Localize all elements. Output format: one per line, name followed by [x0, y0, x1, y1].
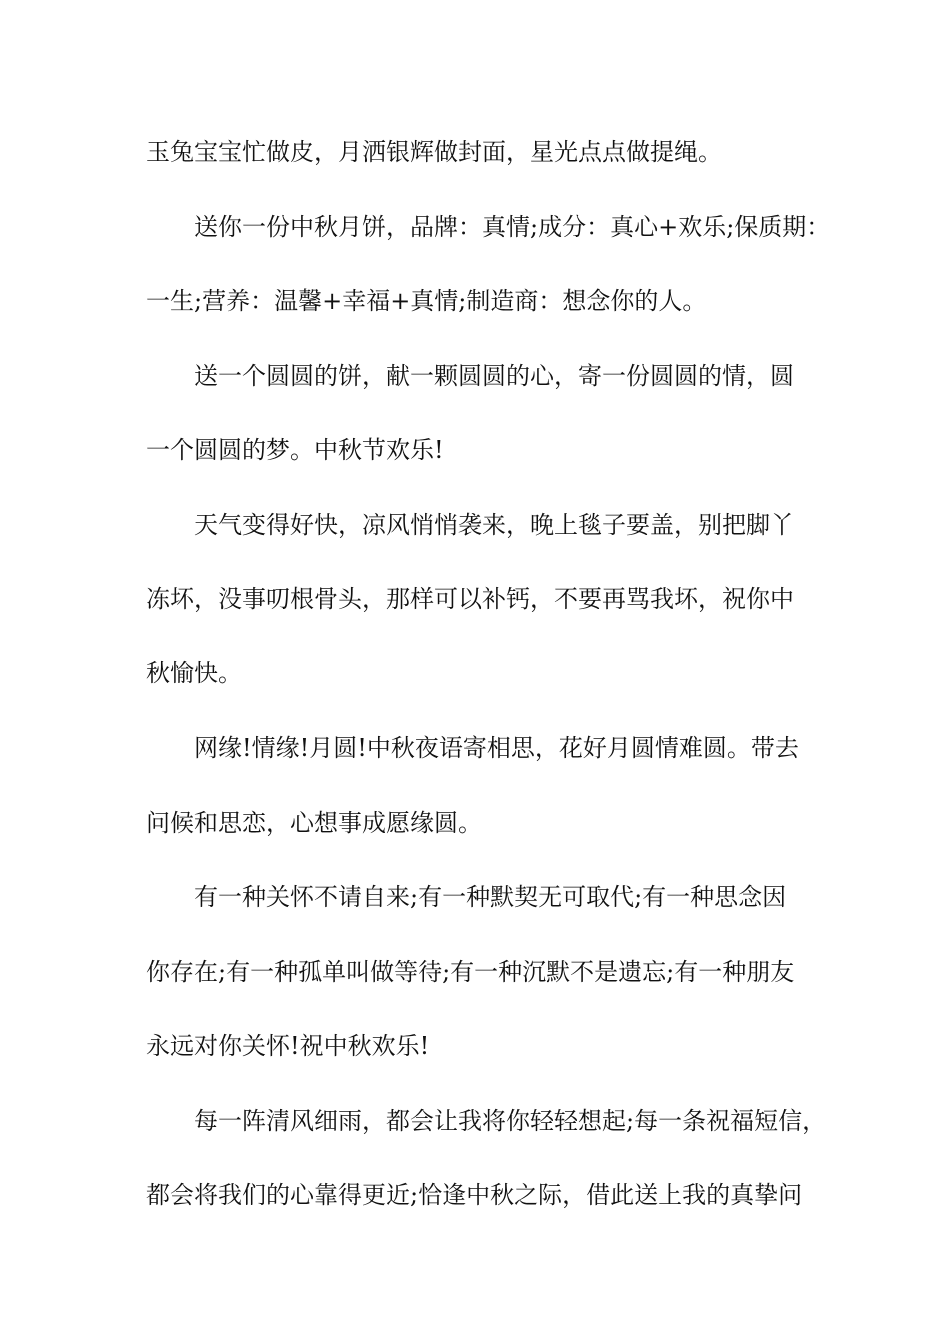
paragraph-first-line: 有一种关怀不请自来;有一种默契无可取代;有一种思念因 — [194, 883, 787, 911]
text-line: 一生;营养：温馨+幸福+真情;制造商：想念你的人。 — [146, 287, 707, 315]
paragraph-first-line: 送一个圆圆的饼，献一颗圆圆的心，寄一份圆圆的情，圆 — [194, 362, 794, 390]
text-line: 一个圆圆的梦。中秋节欢乐! — [146, 436, 444, 464]
paragraph-first-line: 网缘!情缘!月圆!中秋夜语寄相思，花好月圆情难圆。带去 — [194, 734, 799, 762]
text-line: 秋愉快。 — [146, 659, 242, 687]
paragraph-first-line: 每一阵清风细雨，都会让我将你轻轻想起;每一条祝福短信， — [194, 1107, 827, 1135]
text-line: 玉兔宝宝忙做皮，月洒银辉做封面，星光点点做提绳。 — [146, 138, 722, 166]
text-line: 冻坏，没事叨根骨头，那样可以补钙，不要再骂我坏，祝你中 — [146, 585, 794, 613]
text-line: 问候和思恋，心想事成愿缘圆。 — [146, 809, 482, 837]
text-line: 永远对你关怀!祝中秋欢乐! — [146, 1032, 430, 1060]
text-line: 你存在;有一种孤单叫做等待;有一种沉默不是遗忘;有一种朋友 — [146, 958, 795, 986]
paragraph-first-line: 天气变得好快，凉风悄悄袭来，晚上毯子要盖，别把脚丫 — [194, 511, 794, 539]
paragraph-first-line: 送你一份中秋月饼，品牌：真情;成分：真心+欢乐;保质期： — [194, 213, 831, 241]
text-line: 都会将我们的心靠得更近;恰逢中秋之际，借此送上我的真挚问 — [146, 1181, 803, 1209]
